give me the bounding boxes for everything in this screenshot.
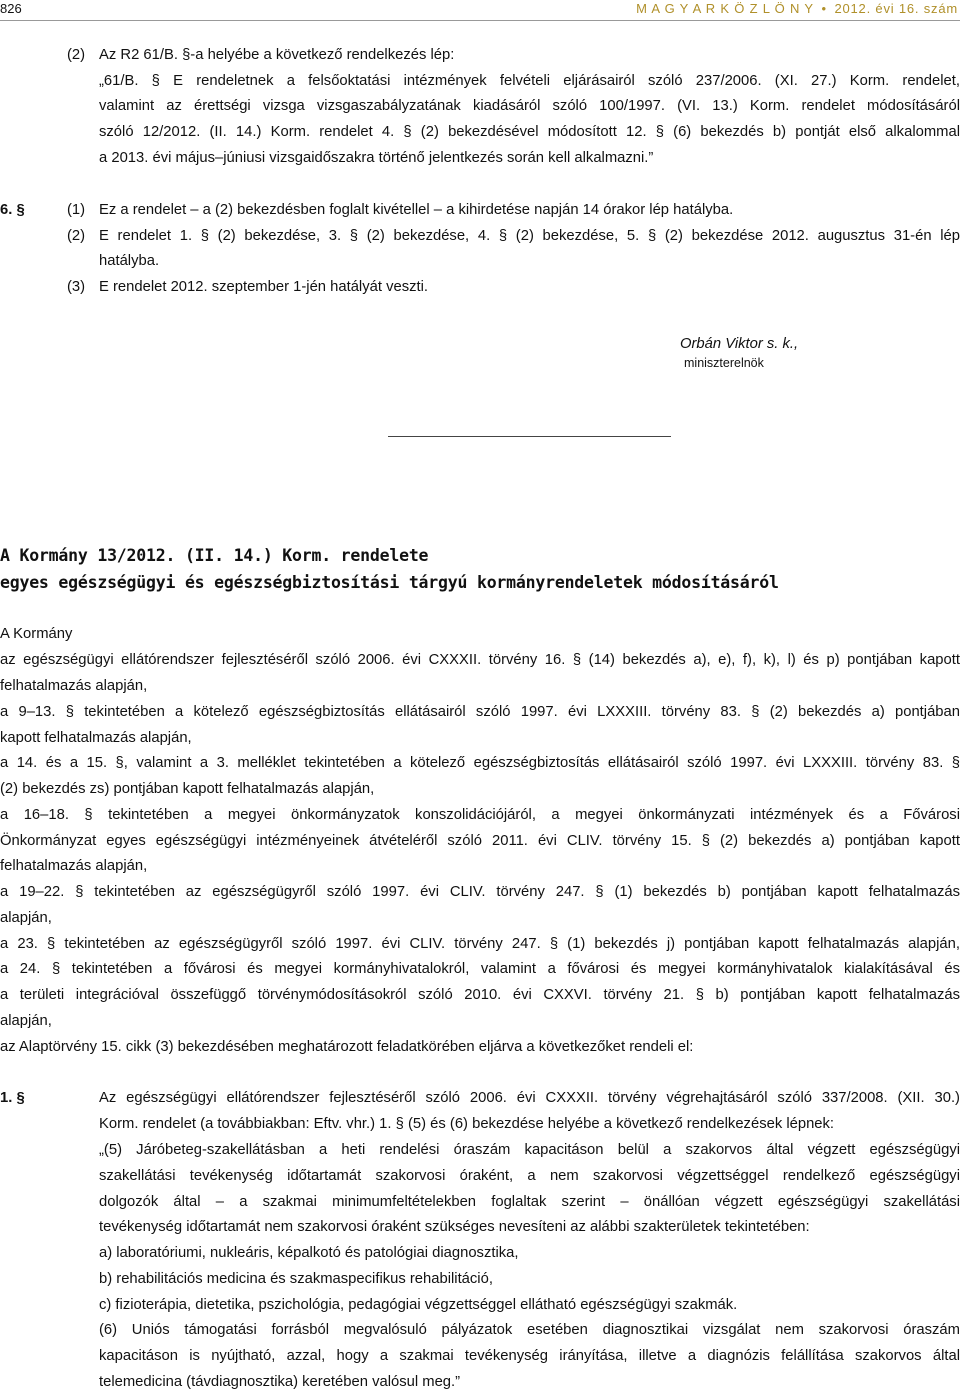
paragraph-label: (2)	[67, 228, 86, 244]
list-item: c) fizioterápia, dietetika, pszichológia, pedagógiai végzettséggel ellátható egészségügyi szakmák.	[99, 1297, 738, 1313]
section-text-line: szakellátási tevékenység időtartamát szakorvosi óraként, a nem szakorvosi végzettséggel rendelkező egészségügyi	[99, 1168, 960, 1184]
preamble-line: a 23. § tekintetében az egészségügyről szóló 1997. évi CLIV. törvény 247. § (1) bekezdés j) pontjában kapott felhatalmazás alapján,	[0, 936, 960, 952]
paragraph-text: E rendelet 1. § (2) bekezdése, 3. § (2) bekezdése, 4. § (2) bekezdése, 5. § (2) bekezdése 2012. augusztus 31-én lép	[99, 228, 960, 244]
decree-subtitle: egyes egészségügyi és egészségbiztosítási tárgyú kormányrendeletek módosításáról	[0, 573, 779, 592]
paragraph-text: Az R2 61/B. §-a helyébe a következő rendelkezés lép:	[99, 47, 455, 63]
preamble-line: Önkormányzat egyes egészségügyi intézményeinek átvételéről szóló 2011. évi CLIV. törvény 15. § (2) bekezdés a) pontjában kapott	[0, 833, 960, 849]
paragraph-text: E rendelet 2012. szeptember 1-jén hatályát veszti.	[99, 279, 429, 295]
preamble-line: a területi integrációval összefüggő törvénymódosításokról szóló 2010. évi CXXVI. törvény 21. § b) pontjában kapott felhatalmazás	[0, 987, 960, 1003]
paragraph-label: (1)	[67, 202, 86, 218]
section-text-line: Korm. rendelet (a továbbiakban: Eftv. vhr.) 1. § (5) és (6) bekezdése helyébe a következő rendelkezések lépnek:	[99, 1116, 835, 1132]
decree-title: A Kormány 13/2012. (II. 14.) Korm. rendelete	[0, 546, 429, 565]
quoted-text-line: „61/B. § E rendeletnek a felsőoktatási intézmények felvételi eljárásairól szóló 237/2006. (XI. 27.) Korm. rendelet,	[99, 73, 960, 89]
section-number: 6. §	[0, 202, 25, 218]
section-text-line: tevékenység időtartamát nem szakorvosi óraként szükséges nevesíteni az alábbi szakterületek tekintetében:	[99, 1219, 810, 1235]
signatory-title: miniszterelnök	[684, 356, 764, 370]
quoted-text-line: szóló 12/2012. (II. 14.) Korm. rendelet 4. § (2) bekezdésével módosított 12. § (6) bekezdés b) pontját első alkalommal	[99, 124, 960, 140]
issue-number: 2012. évi 16. szám	[834, 1, 958, 16]
preamble-line: alapján,	[0, 910, 52, 926]
running-header	[636, 0, 958, 18]
preamble-line: felhatalmazás alapján,	[0, 678, 148, 694]
preamble-line: alapján,	[0, 1013, 52, 1029]
section-text-line: telemedicina (távdiagnosztika) keretében valósul meg.”	[99, 1374, 461, 1390]
section-text-line: Az egészségügyi ellátórendszer fejlesztéséről szóló 2006. évi CXXXII. törvény végrehajtásáról szóló 337/2008. (XII. 30.)	[99, 1090, 960, 1106]
preamble-line: a 19–22. § tekintetében az egészségügyről szóló 1997. évi CLIV. törvény 247. § (1) bekezdés b) pontjában kapott felhatalmazás	[0, 884, 960, 900]
decree-separator	[388, 436, 671, 437]
journal-title: M A G Y A R K Ö Z L Ö N Y	[636, 1, 814, 16]
section-text-line: kapacitáson is nyújtható, azzal, hogy a szakmai tevékenység irányítása, illetve a diagnózis felállítása szakorvos által	[99, 1348, 960, 1364]
header-divider	[0, 20, 960, 21]
preamble-line: az egészségügyi ellátórendszer fejlesztéséről szóló 2006. évi CXXXII. törvény 16. § (14) bekezdés a), e), f), k), l) és p) pontjában kapott	[0, 652, 960, 668]
section-text-line: „(5) Járóbeteg-szakellátásban a heti rendelési óraszám kapacitáson belül a szakorvos által végzett egészségügyi	[99, 1142, 960, 1158]
section-text-line: (6) Uniós támogatási forrásból megvalósuló pályázatok esetében diagnosztikai vizsgálat nem szakorvosi óraszám	[99, 1322, 960, 1338]
header-bullet: •	[821, 1, 827, 16]
section-number: 1. §	[0, 1090, 25, 1106]
paragraph-text: Ez a rendelet – a (2) bekezdésben foglalt kivétellel – a kihirdetése napján 14 órakor lép hatályba.	[99, 202, 734, 218]
preamble-line: a 24. § tekintetében a fővárosi és megyei kormányhivatalokról, valamint a fővárosi és megyei kormányhivatalok kialakításával és	[0, 961, 960, 977]
signatory-name: Orbán Viktor s. k.,	[680, 336, 799, 352]
preamble-line: a 14. és a 15. §, valamint a 3. melléklet tekintetében a kötelező egészségbiztosítás ellátásairól szóló 1997. évi LXXXIII. törvény 83. §	[0, 755, 960, 771]
preamble-line: az Alaptörvény 15. cikk (3) bekezdésében meghatározott feladatkörében eljárva a következőket rendeli el:	[0, 1039, 694, 1055]
preamble-line: kapott felhatalmazás alapján,	[0, 730, 192, 746]
list-item: a) laboratóriumi, nukleáris, képalkotó és patológiai diagnosztika,	[99, 1245, 519, 1261]
page-number: 826	[0, 1, 22, 16]
list-item: b) rehabilitációs medicina és szakmaspecifikus rehabilitáció,	[99, 1271, 493, 1287]
paragraph-label: (3)	[67, 279, 86, 295]
preamble-line: (2) bekezdés zs) pontjában kapott felhatalmazás alapján,	[0, 781, 375, 797]
section-text-line: dolgozók által – a szakmai minimumfeltételekben foglaltak szerint – önállóan végzett egészségügyi szakellátási	[99, 1194, 960, 1210]
preamble-line: a 9–13. § tekintetében a kötelező egészségbiztosítás ellátásairól szóló 1997. évi LXXXIII. törvény 83. § (2) bekezdés a) pontjában	[0, 704, 960, 720]
paragraph-text: hatályba.	[99, 253, 160, 269]
quoted-text-line: a 2013. évi május–júniusi vizsgaidőszakra történő jelentkezés során kell alkalmazni.”	[99, 150, 654, 166]
preamble-line: felhatalmazás alapján,	[0, 858, 148, 874]
issuer: A Kormány	[0, 626, 73, 642]
preamble-line: a 16–18. § tekintetében a megyei önkormányzatok konszolidációjáról, a megyei önkormányzati intézmények és a Fővárosi	[0, 807, 960, 823]
paragraph-label: (2)	[67, 47, 86, 63]
quoted-text-line: valamint az érettségi vizsga vizsgaszabályzatának kiadásáról szóló 100/1997. (VI. 13.) Korm. rendelet módosításáról	[99, 98, 960, 114]
